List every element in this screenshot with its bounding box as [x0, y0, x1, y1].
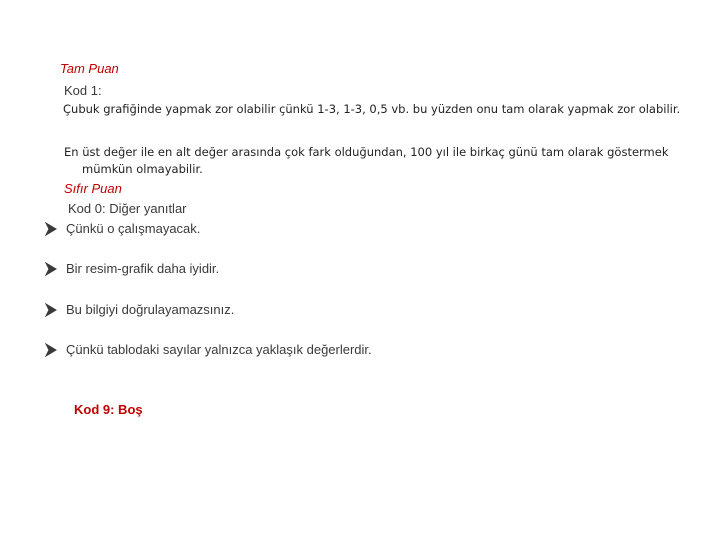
arrow-bullet-icon: [44, 343, 58, 357]
list-item: [44, 342, 372, 357]
arrow-bullet-icon: [44, 262, 58, 276]
zero-credit-code: Kod 0: Diğer yanıtlar: [68, 201, 187, 216]
zero-credit-title: Sıfır Puan: [64, 181, 122, 196]
list-item: [44, 302, 234, 317]
full-credit-title: Tam Puan: [60, 61, 119, 76]
arrow-bullet-icon: [44, 303, 58, 317]
bullet-text: Çünkü tablodaki sayılar yalnızca yaklaşık değerlerdir.: [66, 342, 372, 357]
full-credit-answer-2: En üst değer ile en alt değer arasında çok fark olduğundan, 100 yıl ile birkaç günü tam olarak göstermek: [64, 145, 669, 159]
full-credit-answer-1: Çubuk grafiğinde yapmak zor olabilir çünkü 1-3, 1-3, 0,5 vb. bu yüzden onu tam olarak yapmak zor olabilir.: [63, 102, 681, 116]
list-item: [44, 221, 200, 236]
bullet-text: Bir resim-grafik daha iyidir.: [66, 261, 220, 276]
bullet-text: Çünkü o çalışmayacak.: [66, 221, 201, 236]
full-credit-answer-2-cont: mümkün olmayabilir.: [82, 162, 203, 176]
list-item: [44, 261, 219, 276]
blank-code: Kod 9: Boş: [74, 402, 143, 417]
bullet-text: Bu bilgiyi doğrulayamazsınız.: [66, 302, 235, 317]
arrow-bullet-icon: [44, 222, 58, 236]
full-credit-code: Kod 1:: [64, 83, 102, 98]
